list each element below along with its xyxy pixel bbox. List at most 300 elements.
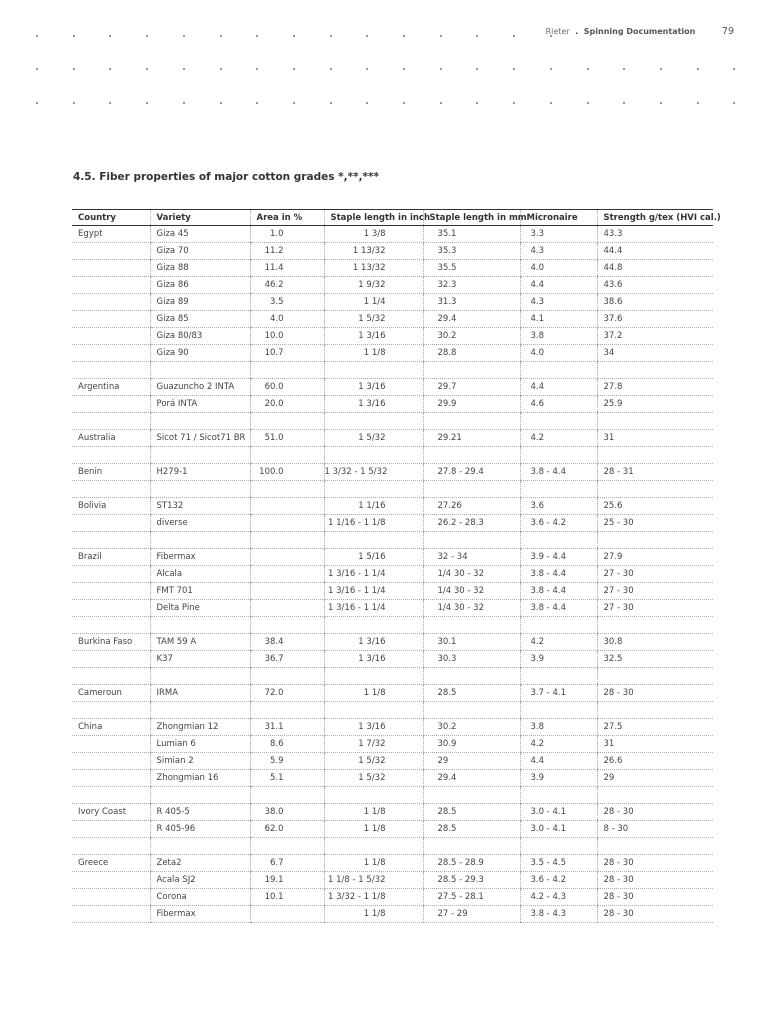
cell-micronaire: 4.2 — [520, 634, 597, 651]
cell-variety: Guazuncho 2 INTA — [150, 379, 250, 396]
cell-inch — [324, 447, 423, 464]
cell-mm: 30.1 — [423, 634, 520, 651]
cell-country — [72, 243, 150, 260]
cell-area: 20.0 — [250, 396, 324, 413]
decorative-dot — [330, 35, 332, 37]
table-row — [72, 872, 713, 889]
table-row — [72, 600, 713, 617]
fiber-properties-table — [72, 209, 721, 923]
cell-strength: 27.8 — [597, 379, 713, 396]
decorative-dot — [366, 68, 368, 70]
table-row — [72, 311, 713, 328]
cell-mm: 29.21 — [423, 430, 520, 447]
decorative-dot — [476, 68, 478, 70]
cell-mm: 29.4 — [423, 770, 520, 787]
decorative-dot — [183, 35, 185, 37]
cell-area — [250, 583, 324, 600]
cell-strength: 27 - 30 — [597, 583, 713, 600]
cell-strength: 26.6 — [597, 753, 713, 770]
cell-micronaire: 3.8 - 4.4 — [520, 566, 597, 583]
cell-country — [72, 277, 150, 294]
table-spacer-row — [72, 413, 713, 430]
table-row — [72, 498, 713, 515]
cell-area: 6.7 — [250, 855, 324, 872]
table-row — [72, 328, 713, 345]
brand-name: Rieter — [545, 27, 570, 36]
decorative-dot — [330, 102, 332, 104]
cell-variety: Zeta2 — [150, 855, 250, 872]
cell-variety: Giza 89 — [150, 294, 250, 311]
cell-variety: diverse — [150, 515, 250, 532]
cell-inch — [324, 413, 423, 430]
cell-micronaire: 3.8 - 4.4 — [520, 600, 597, 617]
cell-inch: 1 5/32 — [324, 770, 423, 787]
cell-area — [250, 838, 324, 855]
page-number: 79 — [721, 26, 734, 37]
cell-inch: 1 3/16 - 1 1/4 — [324, 583, 423, 600]
cell-area — [250, 600, 324, 617]
cell-area: 5.9 — [250, 753, 324, 770]
cell-variety: Corona — [150, 889, 250, 906]
decorative-dot — [476, 102, 478, 104]
cell-mm: 30.2 — [423, 719, 520, 736]
table-row — [72, 430, 713, 447]
cell-strength: 31 — [597, 430, 713, 447]
cell-inch: 1 3/16 — [324, 719, 423, 736]
cell-strength: 44.4 — [597, 243, 713, 260]
cell-mm: 29.7 — [423, 379, 520, 396]
cell-area — [250, 498, 324, 515]
cell-variety: Giza 70 — [150, 243, 250, 260]
cell-mm — [423, 362, 520, 379]
cell-mm — [423, 617, 520, 634]
cell-variety — [150, 532, 250, 549]
decorative-dot — [733, 68, 735, 70]
cell-inch: 1 3/32 - 1 5/32 — [324, 464, 423, 481]
cell-variety: Giza 88 — [150, 260, 250, 277]
cell-variety: Zhongmian 12 — [150, 719, 250, 736]
cell-inch: 1 1/8 — [324, 685, 423, 702]
cell-variety: K37 — [150, 651, 250, 668]
cell-mm — [423, 413, 520, 430]
cell-country — [72, 447, 150, 464]
cell-micronaire — [520, 447, 597, 464]
cell-variety: Alcala — [150, 566, 250, 583]
cell-micronaire: 3.9 — [520, 770, 597, 787]
cell-strength: 43.6 — [597, 277, 713, 294]
cell-inch: 1 7/32 — [324, 736, 423, 753]
cell-mm — [423, 481, 520, 498]
cell-strength: 25 - 30 — [597, 515, 713, 532]
table-row — [72, 277, 713, 294]
table-row — [72, 260, 713, 277]
cell-micronaire — [520, 787, 597, 804]
table-row — [72, 753, 713, 770]
cell-variety: Acala SJ2 — [150, 872, 250, 889]
cell-mm: 30.9 — [423, 736, 520, 753]
cell-area: 3.5 — [250, 294, 324, 311]
cell-mm: 28.5 — [423, 821, 520, 838]
cell-country: Argentina — [72, 379, 150, 396]
cell-mm: 29 — [423, 753, 520, 770]
cell-mm — [423, 838, 520, 855]
cell-strength: 30.8 — [597, 634, 713, 651]
cell-micronaire: 4.6 — [520, 396, 597, 413]
cell-variety — [150, 481, 250, 498]
cell-inch — [324, 668, 423, 685]
cell-variety: TAM 59 A — [150, 634, 250, 651]
cell-micronaire: 4.2 — [520, 736, 597, 753]
cell-inch: 1 1/16 — [324, 498, 423, 515]
cell-mm: 35.3 — [423, 243, 520, 260]
cell-strength: 28 - 31 — [597, 464, 713, 481]
cell-strength — [597, 702, 713, 719]
decorative-dot — [73, 102, 75, 104]
cell-mm: 35.5 — [423, 260, 520, 277]
cell-mm — [423, 447, 520, 464]
cell-area: 19.1 — [250, 872, 324, 889]
table-row — [72, 379, 713, 396]
decorative-dot — [146, 68, 148, 70]
table-header-row — [72, 210, 713, 226]
table-row — [72, 294, 713, 311]
decorative-dot — [403, 35, 405, 37]
cell-variety: Giza 85 — [150, 311, 250, 328]
cell-area: 11.2 — [250, 243, 324, 260]
cell-mm: 28.5 — [423, 804, 520, 821]
decorative-dot — [550, 102, 552, 104]
cell-micronaire: 3.6 — [520, 498, 597, 515]
cell-strength: 28 - 30 — [597, 906, 713, 923]
cell-micronaire: 3.3 — [520, 226, 597, 243]
cell-variety — [150, 617, 250, 634]
cell-strength: 25.6 — [597, 498, 713, 515]
cell-country — [72, 260, 150, 277]
cell-variety: R 405-96 — [150, 821, 250, 838]
cell-variety: Giza 86 — [150, 277, 250, 294]
cell-variety: Fibermax — [150, 906, 250, 923]
decorative-dot — [146, 102, 148, 104]
cell-country — [72, 481, 150, 498]
cell-mm: 30.3 — [423, 651, 520, 668]
cell-micronaire: 4.2 - 4.3 — [520, 889, 597, 906]
cell-micronaire: 3.8 - 4.3 — [520, 906, 597, 923]
column-header-micronaire: Micronaire — [520, 210, 597, 226]
cell-mm: 27 - 29 — [423, 906, 520, 923]
decorative-dot — [366, 35, 368, 37]
cell-strength: 27 - 30 — [597, 566, 713, 583]
decorative-dot — [293, 68, 295, 70]
cell-country: Ivory Coast — [72, 804, 150, 821]
column-header-inch: Staple length in inch — [324, 210, 423, 226]
decorative-dot — [220, 102, 222, 104]
cell-country — [72, 311, 150, 328]
cell-area: 62.0 — [250, 821, 324, 838]
document-name: Spinning Documentation — [583, 27, 696, 36]
cell-country: Benin — [72, 464, 150, 481]
cell-mm: 31.3 — [423, 294, 520, 311]
cell-inch: 1 3/16 — [324, 634, 423, 651]
cell-micronaire: 4.1 — [520, 311, 597, 328]
cell-variety: IRMA — [150, 685, 250, 702]
cell-mm — [423, 532, 520, 549]
cell-variety — [150, 447, 250, 464]
decorative-dot — [697, 68, 699, 70]
table-row — [72, 719, 713, 736]
cell-micronaire: 4.0 — [520, 345, 597, 362]
decorative-dot — [440, 68, 442, 70]
cell-area: 10.7 — [250, 345, 324, 362]
cell-country: Cameroun — [72, 685, 150, 702]
table-row — [72, 736, 713, 753]
cell-strength: 28 - 30 — [597, 855, 713, 872]
header-separator: . — [575, 27, 579, 36]
cell-mm: 1/4 30 - 32 — [423, 583, 520, 600]
cell-inch: 1 1/8 — [324, 821, 423, 838]
decorative-dot — [183, 68, 185, 70]
cell-area: 72.0 — [250, 685, 324, 702]
cell-variety: R 405-5 — [150, 804, 250, 821]
cell-micronaire: 4.4 — [520, 753, 597, 770]
cell-country: Burkina Faso — [72, 634, 150, 651]
cell-variety: FMT 701 — [150, 583, 250, 600]
decorative-dot — [36, 102, 38, 104]
cell-area — [250, 906, 324, 923]
cell-country — [72, 583, 150, 600]
cell-inch: 1 1/8 - 1 5/32 — [324, 872, 423, 889]
decorative-dot — [109, 102, 111, 104]
cell-variety: Fibermax — [150, 549, 250, 566]
cell-inch: 1 3/16 - 1 1/4 — [324, 600, 423, 617]
cell-strength: 38.6 — [597, 294, 713, 311]
cell-area — [250, 362, 324, 379]
cell-strength: 27.9 — [597, 549, 713, 566]
cell-micronaire: 3.6 - 4.2 — [520, 515, 597, 532]
cell-country — [72, 600, 150, 617]
decorative-dot — [220, 35, 222, 37]
table-spacer-row — [72, 447, 713, 464]
cell-micronaire: 3.5 - 4.5 — [520, 855, 597, 872]
cell-variety — [150, 838, 250, 855]
cell-area: 60.0 — [250, 379, 324, 396]
decorative-dot — [220, 68, 222, 70]
decorative-dot — [550, 68, 552, 70]
cell-inch: 1 1/4 — [324, 294, 423, 311]
column-header-area: Area in % — [250, 210, 324, 226]
cell-country — [72, 617, 150, 634]
cell-inch: 1 1/8 — [324, 906, 423, 923]
decorative-dot — [403, 102, 405, 104]
cell-country: Bolivia — [72, 498, 150, 515]
cell-mm: 29.4 — [423, 311, 520, 328]
cell-strength — [597, 668, 713, 685]
cell-variety: Porá INTA — [150, 396, 250, 413]
cell-micronaire — [520, 617, 597, 634]
cell-inch: 1 3/16 — [324, 651, 423, 668]
cell-variety: Sicot 71 / Sicot71 BR — [150, 430, 250, 447]
table-row — [72, 583, 713, 600]
cell-inch: 1 3/16 — [324, 328, 423, 345]
cell-strength: 32.5 — [597, 651, 713, 668]
cell-strength: 27 - 30 — [597, 600, 713, 617]
table-row — [72, 651, 713, 668]
decorative-dot — [183, 102, 185, 104]
decorative-dot — [476, 35, 478, 37]
cell-variety — [150, 413, 250, 430]
cell-variety: Simian 2 — [150, 753, 250, 770]
cell-area — [250, 617, 324, 634]
cell-country — [72, 532, 150, 549]
cell-strength: 37.2 — [597, 328, 713, 345]
cell-inch: 1 13/32 — [324, 260, 423, 277]
cell-mm: 28.8 — [423, 345, 520, 362]
cell-strength — [597, 838, 713, 855]
table-row — [72, 549, 713, 566]
cell-country: China — [72, 719, 150, 736]
cell-micronaire: 4.3 — [520, 294, 597, 311]
column-header-country: Country — [72, 210, 150, 226]
cell-micronaire — [520, 702, 597, 719]
page-header — [546, 26, 734, 37]
cell-mm: 27.26 — [423, 498, 520, 515]
table-row — [72, 515, 713, 532]
table-row — [72, 464, 713, 481]
cell-micronaire: 4.3 — [520, 243, 597, 260]
cell-inch — [324, 362, 423, 379]
decorative-dot — [36, 35, 38, 37]
decorative-dot — [109, 35, 111, 37]
decorative-dot — [513, 35, 515, 37]
cell-variety: Giza 45 — [150, 226, 250, 243]
table-spacer-row — [72, 702, 713, 719]
cell-mm: 32.3 — [423, 277, 520, 294]
table-body — [72, 226, 713, 923]
cell-area: 4.0 — [250, 311, 324, 328]
table-row — [72, 889, 713, 906]
cell-micronaire: 3.0 - 4.1 — [520, 804, 597, 821]
cell-strength: 8 - 30 — [597, 821, 713, 838]
cell-inch — [324, 838, 423, 855]
cell-area: 10.1 — [250, 889, 324, 906]
cell-inch: 1 5/32 — [324, 753, 423, 770]
cell-country — [72, 328, 150, 345]
decorative-dot — [36, 68, 38, 70]
decorative-dot — [109, 68, 111, 70]
cell-inch: 1 3/16 — [324, 396, 423, 413]
decorative-dot — [660, 102, 662, 104]
cell-area: 31.1 — [250, 719, 324, 736]
cell-mm: 1/4 30 - 32 — [423, 600, 520, 617]
cell-variety: Lumian 6 — [150, 736, 250, 753]
cell-micronaire — [520, 668, 597, 685]
cell-micronaire — [520, 481, 597, 498]
cell-strength: 29 — [597, 770, 713, 787]
cell-area: 10.0 — [250, 328, 324, 345]
cell-strength — [597, 787, 713, 804]
decorative-dot — [623, 68, 625, 70]
cell-area: 11.4 — [250, 260, 324, 277]
cell-inch: 1 5/16 — [324, 549, 423, 566]
cell-area: 36.7 — [250, 651, 324, 668]
cell-strength — [597, 481, 713, 498]
cell-micronaire — [520, 413, 597, 430]
cell-variety: Delta Pine — [150, 600, 250, 617]
cell-country — [72, 770, 150, 787]
decorative-dot — [146, 35, 148, 37]
cell-variety: Giza 90 — [150, 345, 250, 362]
cell-strength — [597, 362, 713, 379]
cell-inch: 1 1/8 — [324, 855, 423, 872]
cell-country — [72, 787, 150, 804]
table-row — [72, 396, 713, 413]
cell-strength — [597, 532, 713, 549]
cell-country — [72, 736, 150, 753]
cell-area — [250, 413, 324, 430]
cell-inch — [324, 787, 423, 804]
cell-area: 1.0 — [250, 226, 324, 243]
cell-country — [72, 345, 150, 362]
cell-micronaire: 3.9 - 4.4 — [520, 549, 597, 566]
cell-country — [72, 396, 150, 413]
decorative-dot — [440, 102, 442, 104]
cell-country — [72, 821, 150, 838]
table-row — [72, 855, 713, 872]
cell-strength: 28 - 30 — [597, 804, 713, 821]
decorative-dot — [366, 102, 368, 104]
cell-area: 46.2 — [250, 277, 324, 294]
cell-micronaire: 3.6 - 4.2 — [520, 872, 597, 889]
cell-mm — [423, 668, 520, 685]
cell-area — [250, 481, 324, 498]
cell-micronaire: 4.4 — [520, 277, 597, 294]
cell-strength — [597, 617, 713, 634]
cell-inch: 1 3/32 - 1 1/8 — [324, 889, 423, 906]
cell-inch — [324, 702, 423, 719]
cell-mm — [423, 787, 520, 804]
cell-micronaire: 3.8 - 4.4 — [520, 464, 597, 481]
cell-variety: Giza 80/83 — [150, 328, 250, 345]
cell-area: 5.1 — [250, 770, 324, 787]
cell-variety — [150, 787, 250, 804]
cell-mm — [423, 702, 520, 719]
decorative-dot — [256, 102, 258, 104]
cell-strength: 44.8 — [597, 260, 713, 277]
table-row — [72, 345, 713, 362]
cell-mm: 26.2 - 28.3 — [423, 515, 520, 532]
cell-strength: 28 - 30 — [597, 685, 713, 702]
table-row — [72, 685, 713, 702]
column-header-variety: Variety — [150, 210, 250, 226]
cell-variety: ST132 — [150, 498, 250, 515]
decorative-dot — [403, 68, 405, 70]
cell-micronaire: 3.9 — [520, 651, 597, 668]
cell-strength: 28 - 30 — [597, 872, 713, 889]
cell-mm: 32 - 34 — [423, 549, 520, 566]
table-spacer-row — [72, 617, 713, 634]
cell-micronaire — [520, 532, 597, 549]
cell-area — [250, 787, 324, 804]
decorative-dot — [697, 102, 699, 104]
cell-country — [72, 906, 150, 923]
cell-country — [72, 702, 150, 719]
cell-micronaire: 3.8 — [520, 328, 597, 345]
cell-area — [250, 549, 324, 566]
cell-micronaire: 3.0 - 4.1 — [520, 821, 597, 838]
cell-strength: 34 — [597, 345, 713, 362]
cell-micronaire — [520, 838, 597, 855]
decorative-dot — [73, 35, 75, 37]
table-spacer-row — [72, 838, 713, 855]
